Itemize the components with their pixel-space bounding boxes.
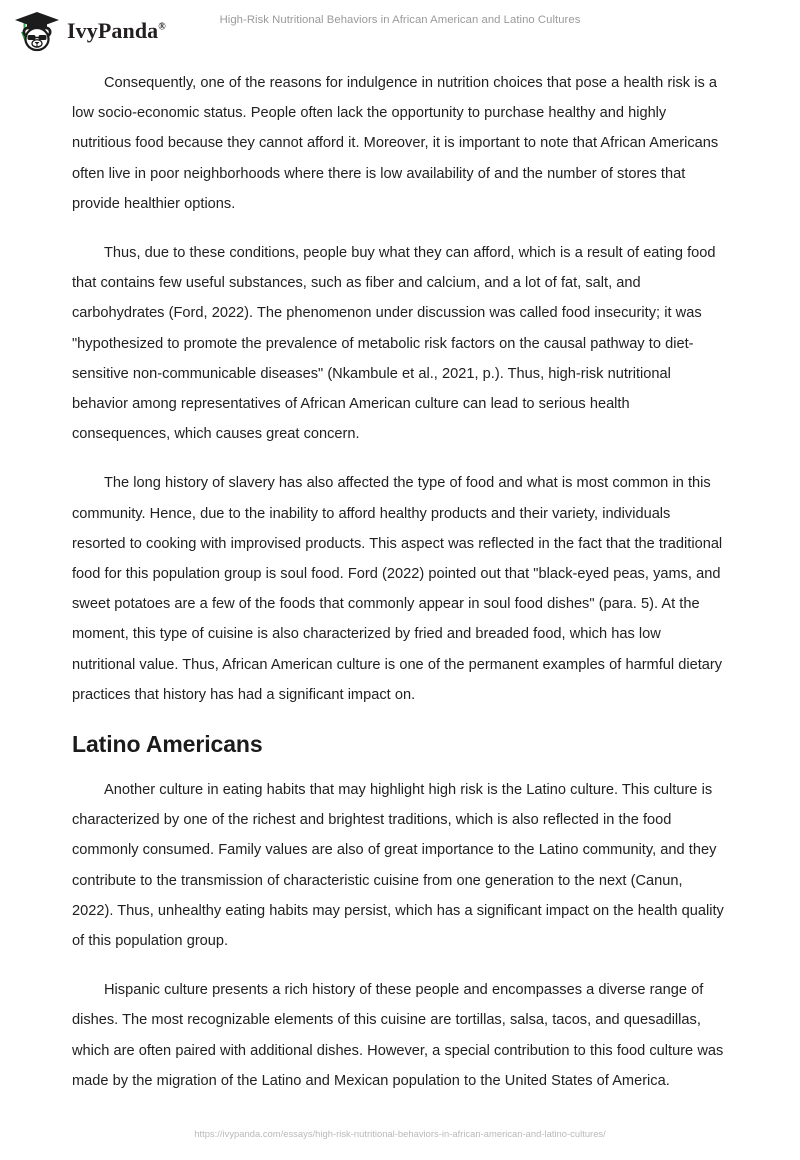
body-paragraph: Hispanic culture presents a rich history of these people and encompasses a diverse range of dishes. The most recognizable elements of this cuisine are tortillas, salsa, tacos, and quesadillas, which are often paired with additional dishes. However, a special contribution to this food culture was made by the migration of the Latino and Mexican population to the United States of America. (72, 982, 724, 1089)
body-paragraph: The long history of slavery has also affected the type of food and what is most common in this community. Hence, due to the inability to afford healthy products and their variety, individuals resorted to cooking with improvised products. This aspect was reflected in the fact that the traditional food for this population group is soul food. Ford (2022) pointed out that "black-eyed peas, yams, and sweet potatoes are a few of the foods that commonly appear in soul food dishes" (para. 5). At the moment, this type of cuisine is also characterized by fried and breaded food, which has low nutritional value. Thus, African American culture is one of the permanent examples of harmful dietary practices that history has had a significant impact on. (72, 475, 723, 703)
section-heading-latino-americans: Latino Americans (72, 731, 263, 758)
brand-name-text: IvyPanda (67, 18, 159, 43)
page-header (0, 0, 800, 62)
registered-mark: ® (158, 21, 166, 33)
page-footer (0, 1124, 800, 1142)
document-body (72, 68, 726, 1115)
body-paragraph: Consequently, one of the reasons for indulgence in nutrition choices that pose a health risk is a low socio-economic status. People often lack the opportunity to purchase healthy and highly nutritious food because they cannot afford it. Moreover, it is important to note that African Americans often live in poor neighborhoods where there is low availability of and the number of stores that provide healthier options. (72, 75, 719, 212)
page-title: High-Risk Nutritional Behaviors in African American and Latino Cultures (219, 14, 581, 26)
body-paragraph: Another culture in eating habits that may highlight high risk is the Latino culture. This culture is characterized by one of the richest and brightest traditions, which is also reflected in the food commonly consumed. Family values are also of great importance to the Latino community, and they contribute to the transmission of characteristic cuisine from one generation to the next (Canun, 2022). Thus, unhealthy eating habits may persist, which has a significant impact on the health quality of this population group. (72, 782, 724, 950)
source-url-link[interactable]: https://ivypanda.com/essays/high-risk-nutritional-behaviors-in-african-american-and-latino-cultures/ (194, 1128, 606, 1139)
body-paragraph: Thus, due to these conditions, people buy what they can afford, which is a result of eating food that contains few useful substances, such as fiber and calcium, and a lot of fat, salt, and carbohydrates (Ford, 2022). The phenomenon under discussion was called food insecurity; it was "hypothesized to promote the prevalence of metabolic risk factors on the causal pathway to diet-sensitive non-communicable diseases" (Nkambule et al., 2021, p.). Thus, high-risk nutritional behavior among representatives of African American culture can lead to serious health consequences, which causes great concern. (72, 245, 716, 443)
